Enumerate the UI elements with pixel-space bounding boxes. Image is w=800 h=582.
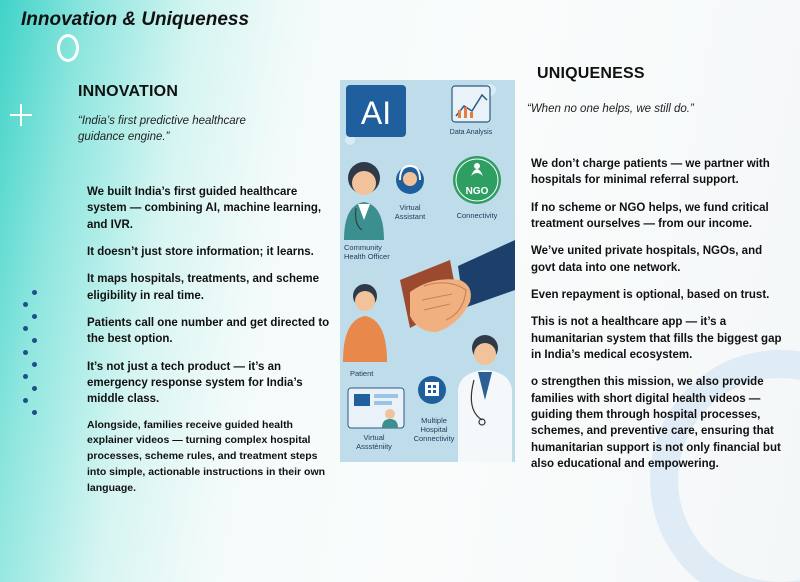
uniqueness-paragraph: We’ve united private hospitals, NGOs, and govt data into one network. bbox=[531, 245, 763, 274]
ngo-icon bbox=[453, 156, 501, 204]
uniqueness-paragraph: If no scheme or NGO helps, we fund critical treatment ourselves — from our income. bbox=[531, 201, 769, 230]
healthcare-illustration bbox=[340, 80, 515, 462]
uniqueness-paragraph: o strengthen this mission, we also provide families with short digital health videos — guiding them through hospital processes, schemes, and preventive care, ensuring that humanitarian support is not only financial but also educational and empowering. bbox=[531, 376, 781, 470]
virtual-assistant-2-label: Virtual Assstèniity bbox=[356, 433, 392, 451]
data-analysis-icon bbox=[452, 86, 490, 122]
innovation-paragraph: We built India’s first guided healthcare system — combining AI, machine learning, and IVR. bbox=[87, 186, 322, 231]
ai-icon bbox=[346, 85, 406, 137]
decorative-ring bbox=[57, 34, 79, 62]
virtual-assistant-label: Virtual Assistant bbox=[394, 203, 426, 221]
innovation-paragraph: It’s not just a tech product — it’s an emergency response system for India’s middle class. bbox=[87, 360, 303, 406]
hospital-icon bbox=[418, 376, 446, 404]
innovation-paragraph: It maps hospitals, treatments, and scheme eligibility in real time. bbox=[87, 273, 319, 302]
handshake-icon bbox=[400, 240, 515, 332]
innovation-paragraphs bbox=[87, 184, 337, 496]
connectivity-label: Connectivity bbox=[456, 211, 498, 220]
uniqueness-paragraph: Even repayment is optional, based on trust. bbox=[531, 288, 770, 301]
community-health-officer-label: Community Health Officer bbox=[344, 243, 390, 261]
uniqueness-heading: UNIQUENESS bbox=[537, 65, 645, 82]
doctor-figure bbox=[458, 335, 512, 462]
innovation-paragraph: Patients call one number and get directed to the best option. bbox=[87, 316, 330, 346]
community-health-officer-figure bbox=[344, 162, 384, 240]
uniqueness-paragraphs bbox=[531, 156, 783, 472]
patient-label: Patient bbox=[350, 369, 374, 378]
virtual-assistant-icon bbox=[396, 166, 424, 194]
innovation-quote: “India’s first predictive healthcare guidance engine.” bbox=[78, 115, 246, 144]
decorative-plus-icon bbox=[10, 104, 32, 126]
uniqueness-paragraph: We don’t charge patients — we partner with hospitals for minimal referral support. bbox=[531, 158, 770, 187]
innovation-paragraph: Alongside, families receive guided health explainer videos — turning complex hospital processes, scheme rules, and treatment steps into simple, actionable instructions in their own language. bbox=[87, 418, 326, 494]
virtual-meeting-icon bbox=[348, 388, 404, 428]
patient-figure bbox=[343, 284, 387, 362]
innovation-paragraph: It doesn’t just store information; it learns. bbox=[87, 245, 314, 258]
uniqueness-paragraph: This is not a healthcare app — it’s a humanitarian system that fills the biggest gap in India’s medical ecosystem. bbox=[531, 316, 782, 361]
svg-text:AI: AI bbox=[360, 95, 392, 131]
decorative-dots bbox=[18, 290, 48, 420]
data-analysis-label: Data Analysis bbox=[449, 129, 493, 136]
svg-text:NGO: NGO bbox=[465, 186, 489, 197]
page-title: Innovation & Uniqueness bbox=[21, 9, 250, 30]
multiple-hospital-label: Multiple Hospital Connectivity bbox=[413, 416, 455, 443]
uniqueness-quote: “When no one helps, we still do.” bbox=[527, 103, 694, 115]
innovation-heading: INNOVATION bbox=[78, 83, 179, 100]
